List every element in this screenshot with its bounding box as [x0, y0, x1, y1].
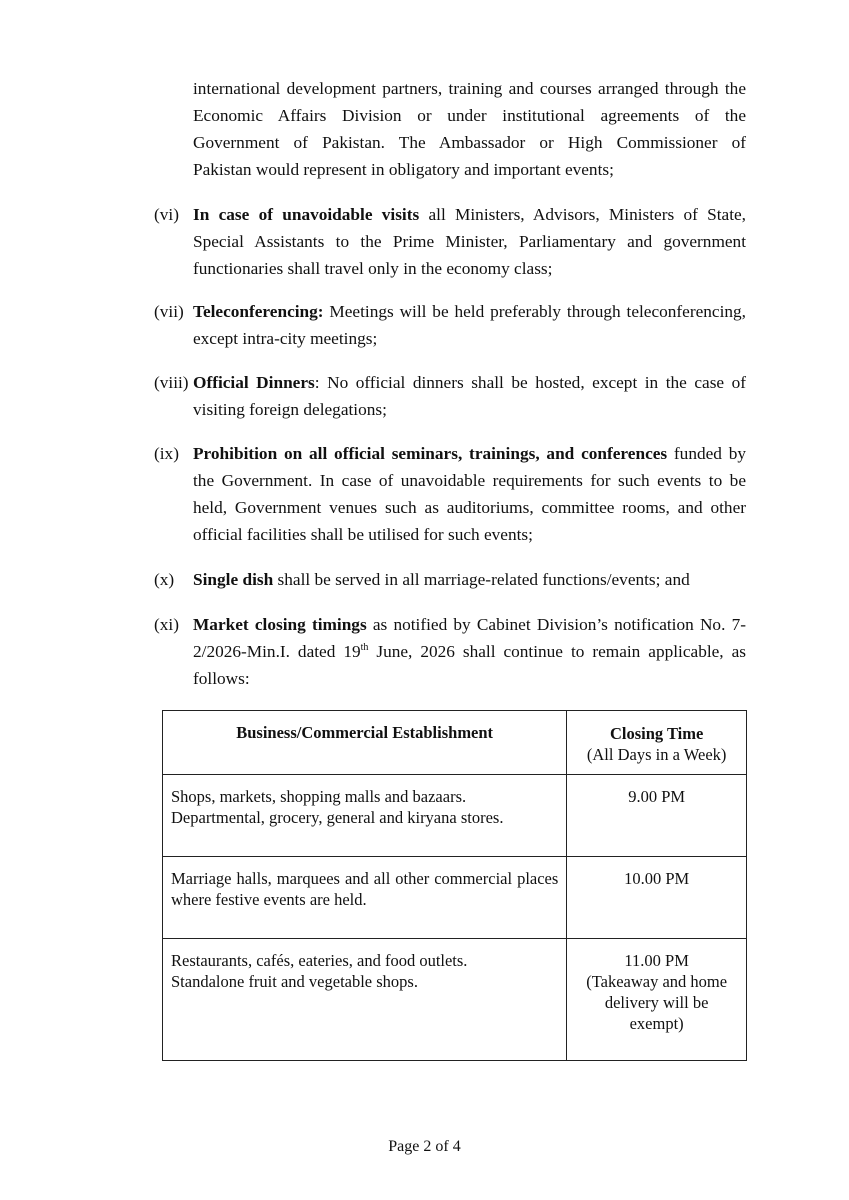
- item-text: shall be served in all marriage-related functions/events; and: [273, 570, 690, 589]
- item-heading: Prohibition on all official seminars, trainings, and conferences: [193, 444, 668, 463]
- intro-paragraph: [193, 75, 746, 183]
- header-label: Business/Commercial Establishment: [236, 723, 494, 742]
- cell-line: Shops, markets, shopping malls and bazaars.: [171, 787, 467, 806]
- item-number: (vi): [154, 205, 179, 224]
- establishment-cell: [163, 939, 567, 1061]
- table-header-row: [163, 711, 747, 775]
- item-text: June, 2026 shall continue to remain applicable, as follows:: [193, 642, 746, 688]
- item-body: [193, 369, 746, 423]
- cell-line: 9.00 PM: [628, 787, 686, 806]
- intro-line: Economic Affairs Division or under institutional agreements of the: [193, 106, 746, 125]
- item-heading: Single dish: [193, 570, 274, 589]
- cell-line: Standalone fruit and vegetable shops.: [171, 972, 418, 991]
- closing-time-cell: [567, 857, 747, 939]
- cell-line: Restaurants, cafés, eateries, and food outlets.: [171, 951, 468, 970]
- intro-line: international development partners, training and courses arranged through the: [193, 79, 746, 98]
- header-label: Closing Time: [609, 724, 704, 743]
- item-text: funded by the Government. In case of unavoidable requirements for such events to be held, Government venues such as auditoriums, committee rooms, and other official facilities shall be utilised for such events;: [193, 444, 746, 544]
- establishment-cell: [163, 857, 567, 939]
- item-body: [193, 440, 746, 548]
- closing-time-cell: [567, 939, 747, 1061]
- table-header-establishment: [163, 711, 567, 775]
- cell-line: 10.00 PM: [624, 869, 690, 888]
- cell-line: 11.00 PM: [624, 951, 689, 970]
- item-number: (ix): [154, 444, 179, 463]
- item-text: : No official dinners shall be hosted, except in the case of visiting foreign delegations;: [193, 373, 746, 419]
- cell-line: exempt): [629, 1014, 684, 1033]
- page-number: Page 2 of 4: [388, 1138, 461, 1155]
- item-text: Meetings will be held preferably through teleconferencing, except intra-city meetings;: [193, 302, 746, 348]
- cell-line: (Takeaway and home: [586, 972, 728, 991]
- closing-times-table: [162, 710, 747, 1061]
- ordinal-superscript: th: [360, 642, 369, 653]
- item-body: [193, 566, 746, 593]
- item-body: [193, 201, 746, 282]
- item-number: (vii): [154, 302, 184, 321]
- table-row: [163, 857, 747, 939]
- cell-line: Departmental, grocery, general and kiryana stores.: [171, 808, 504, 827]
- item-heading: In case of unavoidable visits: [193, 205, 420, 224]
- intro-line: Government of Pakistan. The Ambassador or High Commissioner of: [193, 133, 746, 152]
- item-heading: Teleconferencing:: [193, 302, 324, 321]
- closing-time-cell: [567, 775, 747, 857]
- item-body: [193, 298, 746, 352]
- intro-line: Pakistan would represent in obligatory and important events;: [193, 160, 614, 179]
- item-number: (xi): [154, 615, 179, 634]
- item-heading: Official Dinners: [193, 373, 315, 392]
- item-heading: Market closing timings: [193, 615, 367, 634]
- item-text: all Ministers, Advisors, Ministers of State, Special Assistants to the Prime Minister, Parliamentary and government functionaries shall travel only in the economy class;: [193, 205, 746, 278]
- item-number: (viii): [154, 373, 189, 392]
- item-body: [193, 611, 746, 692]
- header-sublabel: (All Days in a Week): [586, 745, 727, 764]
- table-header-closing-time: [567, 711, 747, 775]
- table-row: [163, 939, 747, 1061]
- table-row: [163, 775, 747, 857]
- cell-line: Marriage halls, marquees and all other commercial places where festive events are held.: [171, 869, 559, 909]
- cell-line: delivery will be: [604, 993, 709, 1012]
- item-text: as notified by Cabinet Division’s notification No. 7-2/2026-Min.I. dated 19: [193, 615, 746, 661]
- establishment-cell: [163, 775, 567, 857]
- item-number: (x): [154, 570, 175, 589]
